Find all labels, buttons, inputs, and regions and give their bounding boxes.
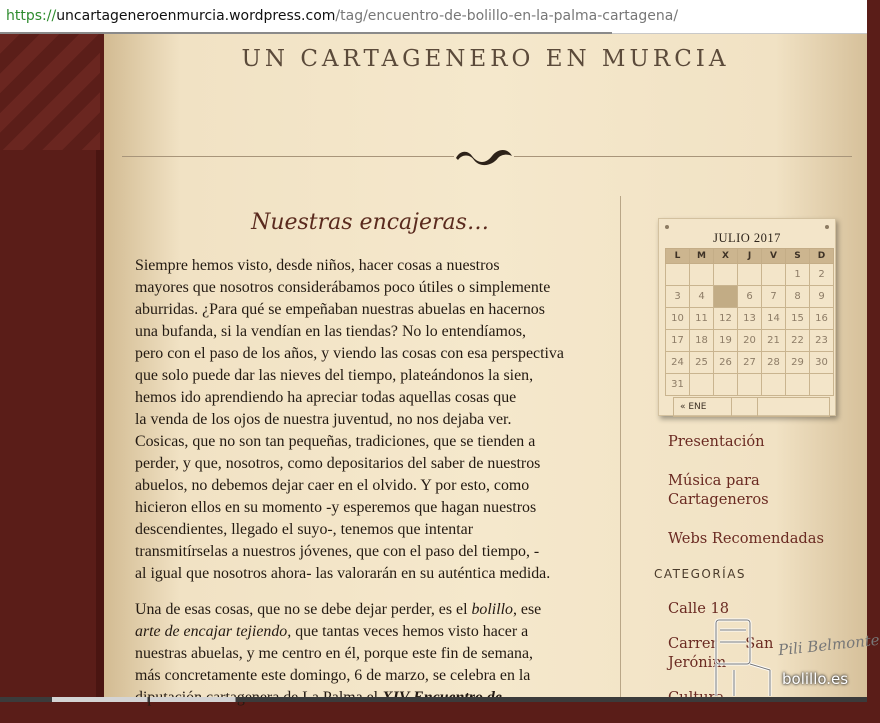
calendar-week-row bbox=[666, 374, 834, 396]
calendar-day: 20 bbox=[738, 330, 762, 352]
text-line: hemos ido aprendiendo ha apreciar todas aquellas cosas que bbox=[135, 389, 517, 406]
calendar-day: 7 bbox=[762, 286, 786, 308]
calendar-day: 16 bbox=[810, 308, 834, 330]
weekday-header: V bbox=[762, 249, 786, 264]
calendar-empty-cell bbox=[714, 374, 738, 396]
calendar-empty-cell bbox=[738, 374, 762, 396]
sidebar-link-line: Jerónim bbox=[668, 654, 727, 671]
calendar-day: 28 bbox=[762, 352, 786, 374]
calendar-empty-cell bbox=[690, 264, 714, 286]
column-divider bbox=[620, 196, 621, 702]
weekday-header: M bbox=[690, 249, 714, 264]
calendar-empty-cell bbox=[690, 374, 714, 396]
calendar-day: 17 bbox=[666, 330, 690, 352]
url-scheme: https:// bbox=[6, 8, 57, 24]
calendar-next-month-cell bbox=[758, 398, 830, 417]
header-rule-right bbox=[514, 156, 852, 157]
article-title[interactable]: Nuestras encajeras… bbox=[251, 210, 489, 235]
calendar-empty-cell bbox=[810, 374, 834, 396]
text-line: perder, y que, nosotros, como depositarios del saber de nuestros bbox=[135, 455, 541, 472]
emphasis-arte: arte de encajar tejiendo, bbox=[135, 623, 292, 640]
calendar-day: 2 bbox=[810, 264, 834, 286]
text-line: transmitírselas a nuestros jóvenes, que con el paso del tiempo, - bbox=[135, 543, 540, 560]
text-line: mayores que nosotros considerábamos poco útiles o simplemente bbox=[135, 279, 551, 296]
pin-icon bbox=[825, 225, 829, 229]
calendar-day: 12 bbox=[714, 308, 738, 330]
sidebar-link-line: Música para bbox=[668, 472, 760, 489]
sidebar-page-webs[interactable]: Webs Recomendadas bbox=[668, 530, 824, 547]
calendar-day: 26 bbox=[714, 352, 738, 374]
taskbar-item[interactable] bbox=[52, 697, 148, 702]
calendar-day: 18 bbox=[690, 330, 714, 352]
calendar-day: 15 bbox=[786, 308, 810, 330]
article-body bbox=[135, 255, 607, 723]
calendar-day: 10 bbox=[666, 308, 690, 330]
calendar-day: 1 bbox=[786, 264, 810, 286]
calendar-nav bbox=[673, 397, 830, 417]
calendar-day: 13 bbox=[738, 308, 762, 330]
sidebar-link-text: San bbox=[745, 635, 774, 652]
article-paragraph-1 bbox=[135, 255, 607, 585]
taskbar-item[interactable] bbox=[150, 697, 236, 702]
weekday-header: S bbox=[786, 249, 810, 264]
calendar-day: 23 bbox=[810, 330, 834, 352]
calendar-week-row bbox=[666, 330, 834, 352]
url-host: uncartageneroenmurcia.wordpress.com bbox=[56, 8, 336, 24]
header-rule-left bbox=[122, 156, 454, 157]
calendar-days bbox=[666, 264, 834, 396]
text-line: nuestras abuelas, y me centro en él, porque este fin de semana, bbox=[135, 645, 533, 662]
calendar-day: 31 bbox=[666, 374, 690, 396]
sidebar-link-text: Carrer bbox=[668, 635, 718, 652]
watermark-signature: Pili Belmonte bbox=[777, 630, 880, 660]
calendar-day: 29 bbox=[786, 352, 810, 374]
calendar-day: 14 bbox=[762, 308, 786, 330]
calendar-day: 21 bbox=[762, 330, 786, 352]
weekday-header: D bbox=[810, 249, 834, 264]
text-line: hicieron ellos en su momento -y esperemos que hagan nuestros bbox=[135, 499, 537, 516]
calendar-day: 9 bbox=[810, 286, 834, 308]
calendar-day: 27 bbox=[738, 352, 762, 374]
text-line: al igual que nosotros ahora- las valorarán en su auténtica medida. bbox=[135, 565, 551, 582]
weekday-header: L bbox=[666, 249, 690, 264]
sidebar-category-calle-18[interactable]: Calle 18 bbox=[668, 600, 730, 617]
calendar-empty-cell bbox=[666, 264, 690, 286]
calendar-widget bbox=[658, 218, 836, 416]
calendar-empty-cell bbox=[714, 264, 738, 286]
calendar-empty-cell bbox=[762, 264, 786, 286]
taskbar bbox=[0, 697, 867, 702]
calendar-empty-cell bbox=[762, 374, 786, 396]
categories-heading: CATEGORÍAS bbox=[654, 567, 747, 581]
calendar-today bbox=[714, 286, 738, 308]
article-paragraph-2 bbox=[135, 599, 607, 709]
calendar-nav-spacer bbox=[732, 398, 758, 417]
watermark-domain: bolillo.es bbox=[782, 670, 849, 688]
calendar-day: 24 bbox=[666, 352, 690, 374]
text-line: que solo puede dar las nieves del tiempo, plateándonos la sien, bbox=[135, 367, 534, 384]
calendar-week-row bbox=[666, 264, 834, 286]
calendar-day: 19 bbox=[714, 330, 738, 352]
weekday-header: J bbox=[738, 249, 762, 264]
text-line bbox=[135, 599, 607, 621]
browser-address-bar[interactable] bbox=[0, 0, 867, 34]
calendar-grid bbox=[665, 248, 834, 396]
calendar-week-row bbox=[666, 286, 834, 308]
sidebar-page-presentacion[interactable]: Presentación bbox=[668, 433, 765, 450]
flourish-ornament-icon bbox=[452, 144, 516, 170]
left-panel-edge bbox=[96, 150, 104, 702]
sidebar-page-musica[interactable] bbox=[668, 471, 769, 509]
text-line: la venda de los ojos de nuestra juventud, no nos dejaba ver. bbox=[135, 411, 512, 428]
text-line: aburridas. ¿Para qué se empeñaban nuestras abuelas en hacernos bbox=[135, 301, 545, 318]
text-line: abuelos, no debemos dejar caer en el olvido. Y por esto, como bbox=[135, 477, 530, 494]
calendar-week-row bbox=[666, 308, 834, 330]
calendar-day: 25 bbox=[690, 352, 714, 374]
calendar-empty-cell bbox=[738, 264, 762, 286]
calendar-empty-cell bbox=[786, 374, 810, 396]
text-line: más concretamente este domingo, 6 de marzo, se celebra en la bbox=[135, 667, 531, 684]
url-path: /tag/encuentro-de-bolillo-en-la-palma-cartagena/ bbox=[335, 8, 679, 24]
calendar-day: 4 bbox=[690, 286, 714, 308]
left-striped-panel bbox=[0, 34, 100, 150]
text-line: Siempre hemos visto, desde niños, hacer cosas a nuestros bbox=[135, 257, 500, 274]
calendar-day: 6 bbox=[738, 286, 762, 308]
weekday-header: X bbox=[714, 249, 738, 264]
calendar-day: 3 bbox=[666, 286, 690, 308]
emphasis-bolillo: bolillo bbox=[471, 601, 513, 618]
site-title[interactable]: UN CARTAGENERO EN MURCIA bbox=[241, 46, 730, 72]
sidebar-link-line: Cartageneros bbox=[668, 491, 769, 508]
text-segment: que tantas veces hemos visto hacer a bbox=[291, 623, 529, 640]
text-segment: Una de esas cosas, que no se debe dejar perder, es el bbox=[135, 601, 472, 618]
calendar-day: 8 bbox=[786, 286, 810, 308]
calendar-day: 11 bbox=[690, 308, 714, 330]
text-segment: , ese bbox=[512, 601, 542, 618]
text-line bbox=[135, 621, 607, 643]
text-line: Cosicas, que no son tan pequeñas, tradiciones, que se tienden a bbox=[135, 433, 536, 450]
text-line: una bufanda, si la vendían en las tiendas? No lo entendíamos, bbox=[135, 323, 526, 340]
calendar-caption: JULIO 2017 bbox=[713, 231, 781, 245]
text-line: descendientes, llegado el suyo-, tenemos que intentar bbox=[135, 521, 474, 538]
calendar-week-row bbox=[666, 352, 834, 374]
calendar-day: 22 bbox=[786, 330, 810, 352]
pin-icon bbox=[665, 225, 669, 229]
url-text[interactable] bbox=[6, 8, 678, 24]
calendar-day: 30 bbox=[810, 352, 834, 374]
calendar-prev-month-link[interactable]: « ENE bbox=[674, 398, 732, 417]
text-line: pero con el paso de los años, y viendo las cosas con esa perspectiva bbox=[135, 345, 564, 362]
